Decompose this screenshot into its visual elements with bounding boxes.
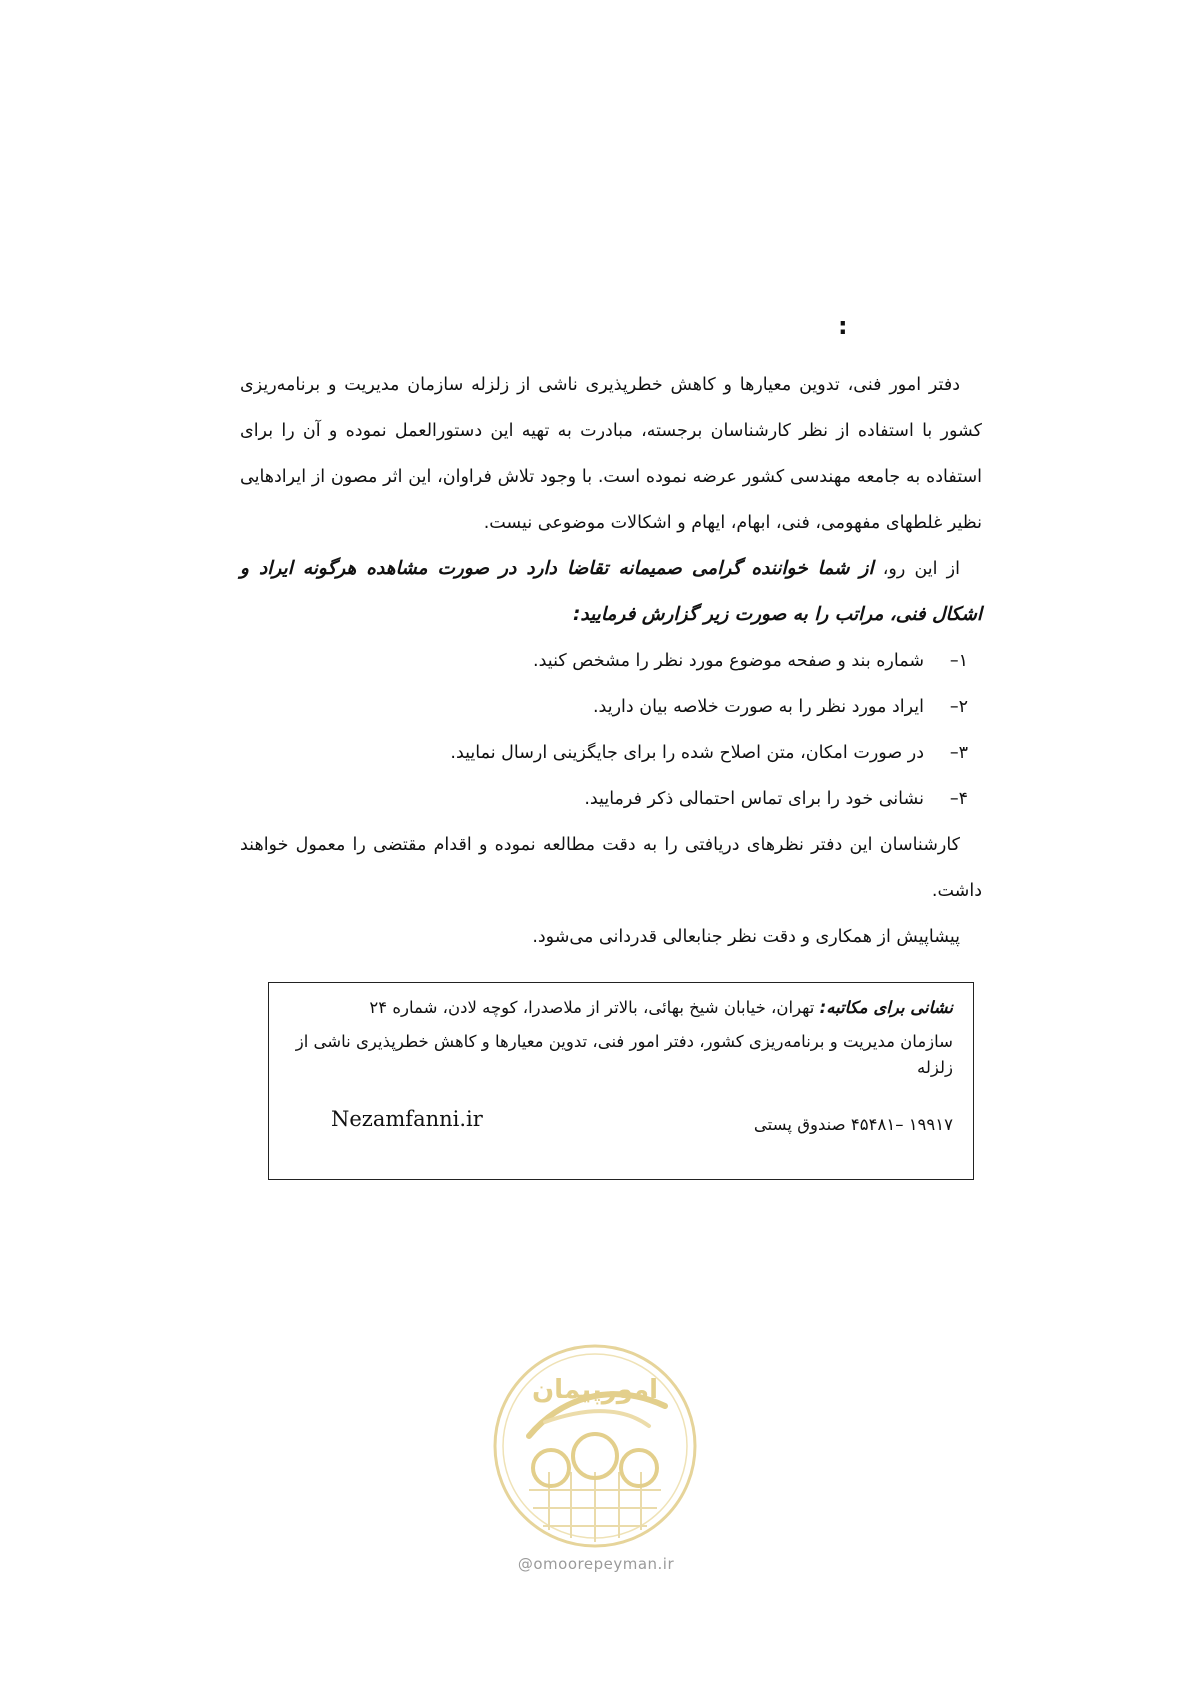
intro-paragraph: دفتر امور فنی، تدوین معیارها و کاهش خطرپذیری ناشی از زلزله سازمان مدیریت و برنامه‌ریزی کشور با استفاده از نظر کارشناسان برجسته، مبادرت به تهیه این دستورالعمل نموده و آن را برای استفاده به جامعه مهندسی کشور عرضه نموده است. با وجود تلاش فراوان، این اثر مصون از ایرادهایی نظیر غلطهای مفهومی، فنی، ابهام، ایهام و اشکالات موضوعی نیست. [240, 375, 982, 533]
document-body [240, 362, 982, 960]
thanks-paragraph: پیشاپیش از همکاری و دقت نظر جنابعالی قدردانی می‌شود. [532, 927, 960, 947]
website-link[interactable]: Nezamfanni.ir [331, 1107, 483, 1131]
step-text: ایراد مورد نظر را به صورت خلاصه بیان دارید. [592, 697, 924, 717]
omoorepeyman-watermark-logo [489, 1340, 701, 1552]
request-paragraph [240, 546, 982, 638]
heading-colon: : [838, 312, 848, 340]
closing-paragraph: کارشناسان این دفتر نظرهای دریافتی را به دقت مطالعه نموده و اقدام مقتضی را معمول خواهند داشت. [240, 835, 982, 901]
list-item [240, 684, 982, 730]
step-number: ۳– [949, 743, 968, 763]
address-box [268, 982, 974, 1180]
step-text: در صورت امکان، متن اصلاح شده را برای جایگزینی ارسال نمایید. [450, 743, 924, 763]
address-label: نشانی برای مکاتبه: [819, 998, 953, 1017]
list-item [240, 730, 982, 776]
report-steps-list [240, 638, 982, 822]
step-text: شماره بند و صفحه موضوع مورد نظر را مشخص کنید. [533, 651, 924, 671]
watermark-logo-text: امورپیمان [531, 1375, 659, 1405]
step-number: ۲– [949, 697, 968, 717]
list-item [240, 776, 982, 822]
request-lead: از این رو، [882, 559, 960, 579]
watermark-caption: @omoorepeyman.ir [517, 1555, 675, 1573]
address-street-line [289, 995, 953, 1021]
step-text: نشانی خود را برای تماس احتمالی ذکر فرمایید. [584, 789, 924, 809]
step-number: ۱– [949, 651, 968, 671]
address-organization: سازمان مدیریت و برنامه‌ریزی کشور، دفتر امور فنی، تدوین معیارها و کاهش خطرپذیری ناشی از زلزله [295, 1032, 953, 1077]
request-emphasis: از شما خواننده گرامی صمیمانه تقاضا دارد در صورت مشاهده هرگونه ایراد و اشکال فنی، مراتب را به صورت زیر گزارش فرمایید: [240, 558, 982, 625]
po-box: ۱۹۹۱۷ –۴۵۴۸۱ صندوق پستی [753, 1115, 953, 1134]
list-item [240, 638, 982, 684]
step-number: ۴– [949, 789, 968, 809]
address-street: تهران، خیابان شیخ بهائی، بالاتر از ملاصدرا، کوچه لادن، شماره ۲۴ [369, 998, 815, 1017]
